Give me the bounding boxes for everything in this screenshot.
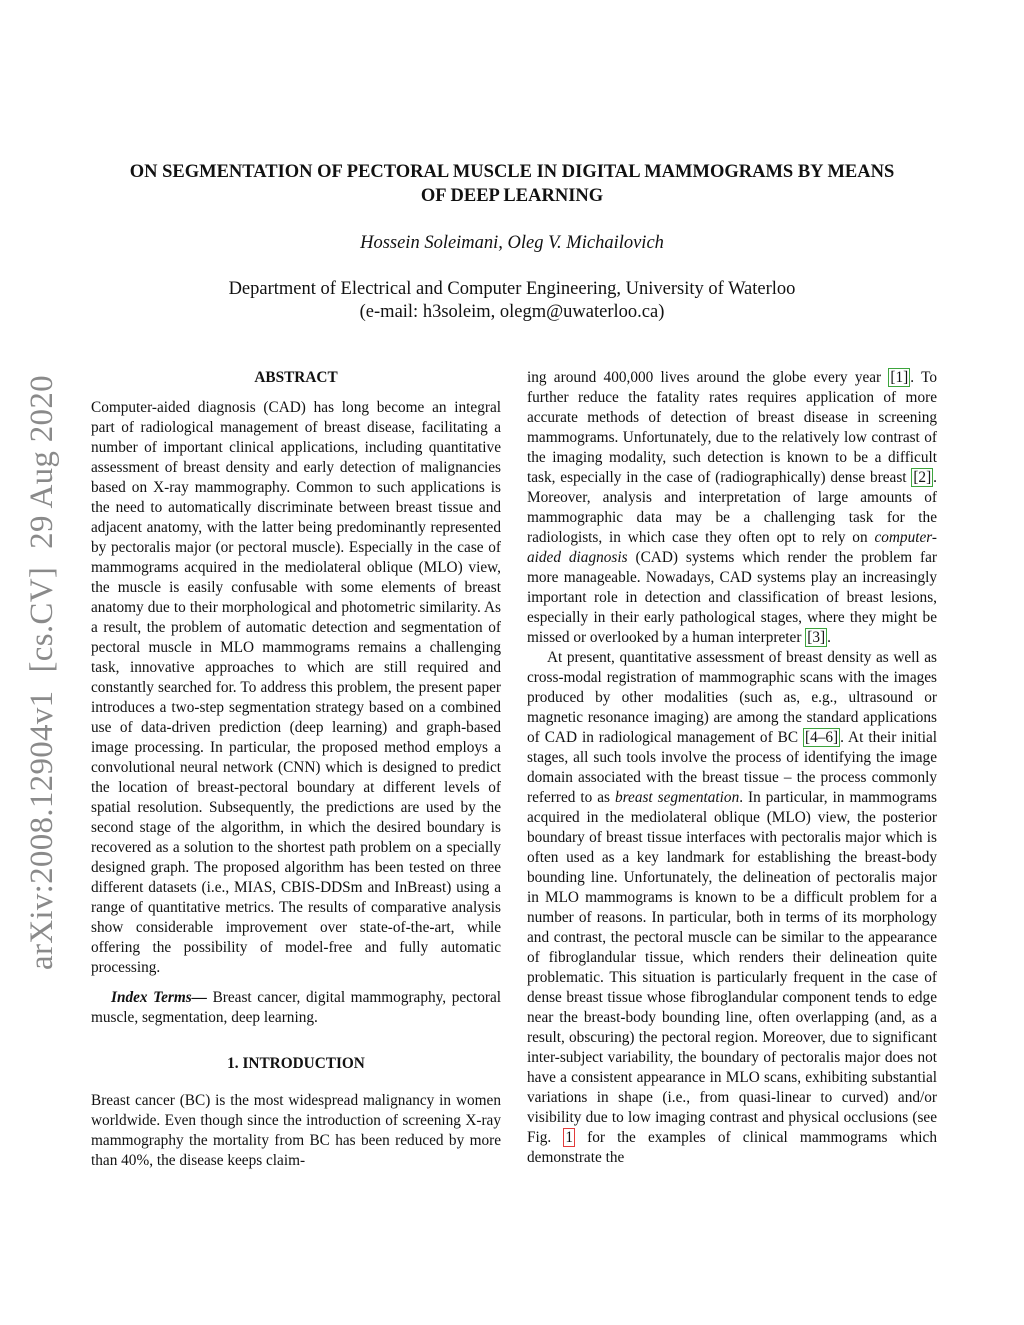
intro-paragraph-2 <box>527 368 937 648</box>
emphasis: breast segmentation <box>615 789 740 806</box>
citation-link[interactable]: [4–6] <box>804 729 839 746</box>
text-run: for the examples of clinical mammograms which demonstrate the <box>527 1129 937 1166</box>
citation-link[interactable]: [2] <box>913 469 932 486</box>
arxiv-category: [cs.CV] <box>24 566 60 673</box>
authors: Hossein Soleimani, Oleg V. Michailovich <box>360 233 664 253</box>
abstract-heading: ABSTRACT <box>254 369 338 386</box>
text-run: . Moreover, analysis and interpretation of large amounts of mammographic data may be a challenging task for the radiologists, in which case they often opt to rely on <box>527 469 937 546</box>
right-column <box>527 368 937 1168</box>
affiliation-block <box>80 278 944 324</box>
index-terms <box>91 988 501 1028</box>
intro-paragraph-1: Breast cancer (BC) is the most widespread malignancy in women worldwide. Even though since the introduction of screening X-ray mammography the mortality from BC has been reduced by more than 40%, the disease keeps claim- <box>91 1092 501 1169</box>
arxiv-id[interactable]: arXiv:2008.12904v1 <box>24 690 60 970</box>
citation-link[interactable]: [3] <box>807 629 826 646</box>
paper-title <box>80 160 944 208</box>
figure-link[interactable]: 1 <box>565 1129 574 1146</box>
affiliation: Department of Electrical and Computer Engineering, University of Waterloo <box>228 279 796 299</box>
text-run: . In particular, in mammograms acquired in the mediolateral oblique (MLO) view, the posterior boundary of breast tissue interfaces with pectoralis major which is often used as a key landmark for establishing the breast-body bounding line. Unfortunately, the delineation of pectoralis major in MLO mammograms is known to be a difficult problem for a number of reasons. In particular, both in terms of its morphology and contrast, the pectoral muscle can be similar to the appearance of fibroglandular tissue, which renders their delineation quite problematic. This situation is particularly frequent in the case of dense breast tissue whose fibroglandular component tends to edge near the breast-body bounding line, often overlapping (and, as a result, obscuring) the pectoral region. Moreover, due to significant inter-subject variability, the boundary of pectoralis major does not have a consistent appearance in MLO scans, exhibiting substantial variations in shape (i.e., from quasi-linear to curved) and/or visibility due to low imaging contrast and physical occlusions (see Fig. <box>527 789 937 1146</box>
text-run: (CAD) systems which render the problem far more manageable. Nowadays, CAD systems play an increasingly important role in detection and classification of breast lesions, especially in their early pathological stages, where they might be missed or overlooked by a human interpreter <box>527 549 937 646</box>
abstract-text: Computer-aided diagnosis (CAD) has long become an integral part of radiological management of breast disease, facilitating a number of important clinical applications, including quantitative assessment of breast density and early detection of malignancies based on X-ray mammography. Common to such applications is the need to automatically discriminate between breast tissue and adjacent anatomy, with the latter being predominantly represented by pectoralis major (or pectoral muscle). Especially in the case of mammograms acquired in the mediolateral oblique (MLO) view, the muscle is easily confusable with some elements of breast anatomy due to their morphological and photometric similarity. As a result, the problem of automatic detection and segmentation of pectoral muscle in MLO mammograms remains a challenging task, innovative approaches to which are still required and constantly searched for. To address this problem, the present paper introduces a two-step segmentation strategy based on a combined use of data-driven prediction (deep learning) and graph-based image processing. In particular, the proposed method employs a convolutional neural network (CNN) which is designed to predict the location of breast-pectoral boundary at different levels of spatial resolution. Subsequently, the predictions are used by the second stage of the algorithm, in which the desired boundary is recovered as a solution to the shortest path problem on a specially designed graph. The proposed algorithm has been tested on three different datasets (i.e., MIAS, CBIS-DDSm and InBreast) using a range of quantitative metrics. The results of comparative analysis show considerable improvement over state-of-the-art, while offering the possibility of model-free and fully automatic processing. <box>91 399 501 976</box>
text-run: At present, quantitative assessment of breast density as well as cross-modal registration of mammographic scans with the images produced by other modalities (such as, e.g., ultrasound or magnetic resonance imaging) are among the standard applications of CAD in radiological management of BC <box>527 649 937 746</box>
index-terms-text: Breast cancer, digital mammography, pectoral muscle, segmentation, deep learning. <box>91 989 501 1026</box>
text-run: . To further reduce the fatality rates requires application of more accurate methods of detection of breast disease in screening mammograms. Unfortunately, due to the relatively low contrast of the imaging modality, such detection is known to be a difficult task, especially in the case of (radiographically) dense breast <box>527 369 937 486</box>
left-column <box>91 368 501 1171</box>
text-run: ing around 400,000 lives around the globe every year <box>527 369 889 386</box>
emphasis: computer-aided diagnosis <box>527 529 937 566</box>
intro-paragraph-3 <box>527 648 937 1168</box>
index-terms-label: Index Terms— <box>111 989 207 1006</box>
title-line-1: ON SEGMENTATION OF PECTORAL MUSCLE IN DIGITAL MAMMOGRAMS BY MEANS <box>129 162 895 182</box>
title-line-2: OF DEEP LEARNING <box>420 186 604 206</box>
citation-link[interactable]: [1] <box>890 369 909 386</box>
arxiv-date: 29 Aug 2020 <box>24 375 60 549</box>
introduction-heading: 1. INTRODUCTION <box>227 1055 365 1072</box>
text-run: . <box>827 629 831 646</box>
text-run: . At their initial stages, all such tools involve the process of identifying the image domain associated with the breast tissue – the process commonly referred to as <box>527 729 937 806</box>
arxiv-watermark <box>19 340 65 970</box>
email: (e-mail: h3soleim, olegm@uwaterloo.ca) <box>359 302 665 322</box>
